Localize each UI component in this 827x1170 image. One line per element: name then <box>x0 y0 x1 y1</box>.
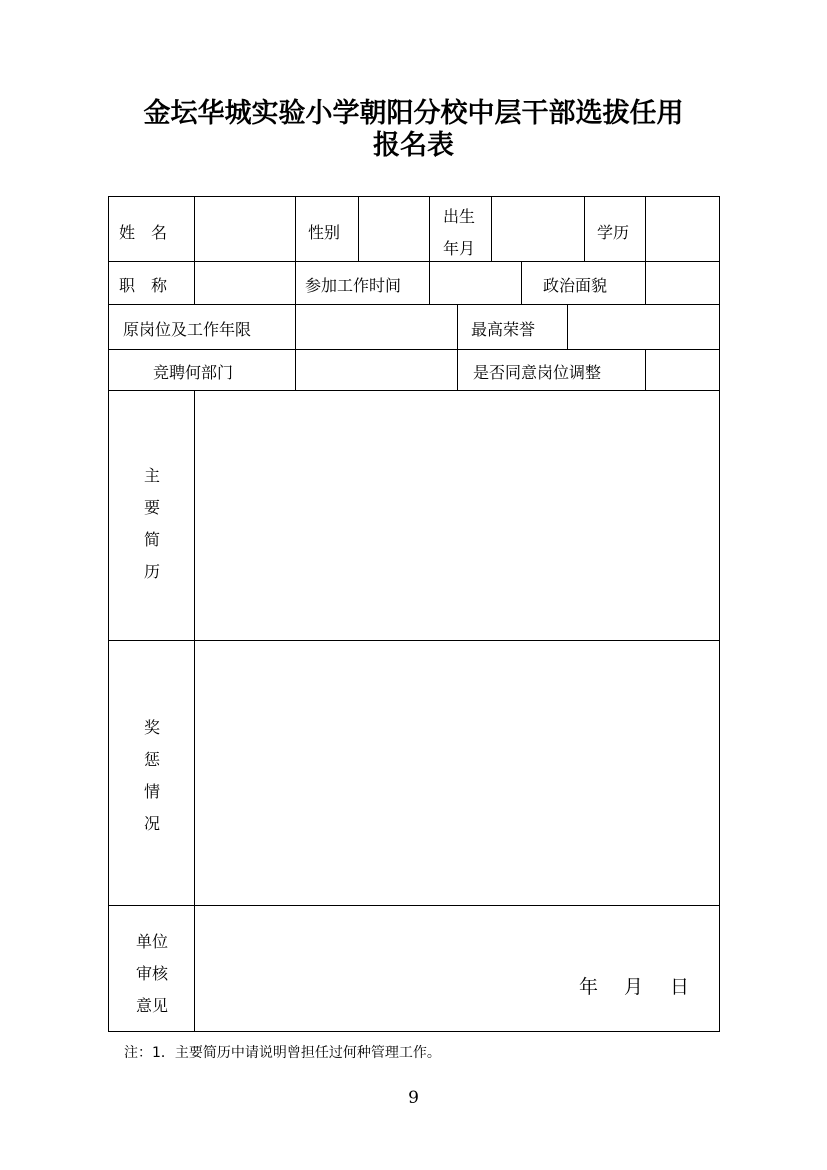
col-divider <box>645 261 646 304</box>
unit-review-label-line: 审核 <box>135 964 168 983</box>
col-divider <box>567 304 568 349</box>
resume-label-char: 主 <box>143 466 160 485</box>
col-divider <box>295 304 296 349</box>
birth-label-line-2: 年月 <box>443 239 476 258</box>
resume-label-char: 简 <box>143 530 160 549</box>
row-divider <box>109 640 719 641</box>
resume-label-char: 历 <box>143 562 160 581</box>
unit-review-label-line: 单位 <box>135 932 168 951</box>
col-divider <box>194 261 195 304</box>
accept-adjustment-label: 是否同意岗位调整 <box>473 363 602 382</box>
awards-label-char: 惩 <box>143 750 160 769</box>
page-number: 9 <box>408 1088 419 1108</box>
row-divider <box>109 261 719 262</box>
col-divider <box>491 197 492 261</box>
birth-label-line-1: 出生 <box>443 207 476 226</box>
unit-review-label <box>125 926 179 1022</box>
col-divider <box>429 261 430 304</box>
registration-form-table <box>108 196 720 1032</box>
date-year: 年 <box>579 976 599 998</box>
resume-label-char: 要 <box>143 498 160 517</box>
work-start-label: 参加工作时间 <box>305 276 402 295</box>
col-divider <box>194 390 195 1031</box>
awards-label-char: 奖 <box>143 718 160 737</box>
row-divider <box>109 349 719 350</box>
previous-post-label: 原岗位及工作年限 <box>123 320 252 339</box>
awards-label-char: 情 <box>143 782 160 801</box>
date-month: 月 <box>624 976 644 998</box>
col-divider <box>429 197 430 261</box>
form-title-line-2: 报名表 <box>373 130 454 161</box>
col-divider <box>584 197 585 261</box>
col-divider <box>645 197 646 261</box>
row-divider <box>109 905 719 906</box>
awards-label-char: 况 <box>143 814 160 833</box>
col-divider <box>194 197 195 261</box>
name-label: 姓 名 <box>119 223 168 242</box>
row-divider <box>109 390 719 391</box>
awards-label <box>137 712 167 840</box>
target-department-label: 竞聘何部门 <box>153 363 234 382</box>
resume-label <box>137 460 167 588</box>
job-title-label: 职 称 <box>119 276 168 295</box>
date-day: 日 <box>670 976 690 998</box>
unit-review-label-line: 意见 <box>135 996 168 1015</box>
col-divider <box>295 349 296 390</box>
highest-honor-label: 最高荣誉 <box>471 320 536 339</box>
col-divider <box>645 349 646 390</box>
col-divider <box>457 304 458 349</box>
col-divider <box>457 349 458 390</box>
col-divider <box>358 197 359 261</box>
gender-label: 性别 <box>308 223 341 242</box>
form-title-line-1: 金坛华城实验小学朝阳分校中层干部选拔任用 <box>143 98 684 129</box>
political-status-label: 政治面貌 <box>543 276 608 295</box>
footnote: 注：1．主要简历中请说明曾担任过何种管理工作。 <box>124 1045 441 1061</box>
row-divider <box>109 304 719 305</box>
col-divider <box>521 261 522 304</box>
education-label: 学历 <box>597 223 630 242</box>
col-divider <box>295 197 296 261</box>
col-divider <box>295 261 296 304</box>
